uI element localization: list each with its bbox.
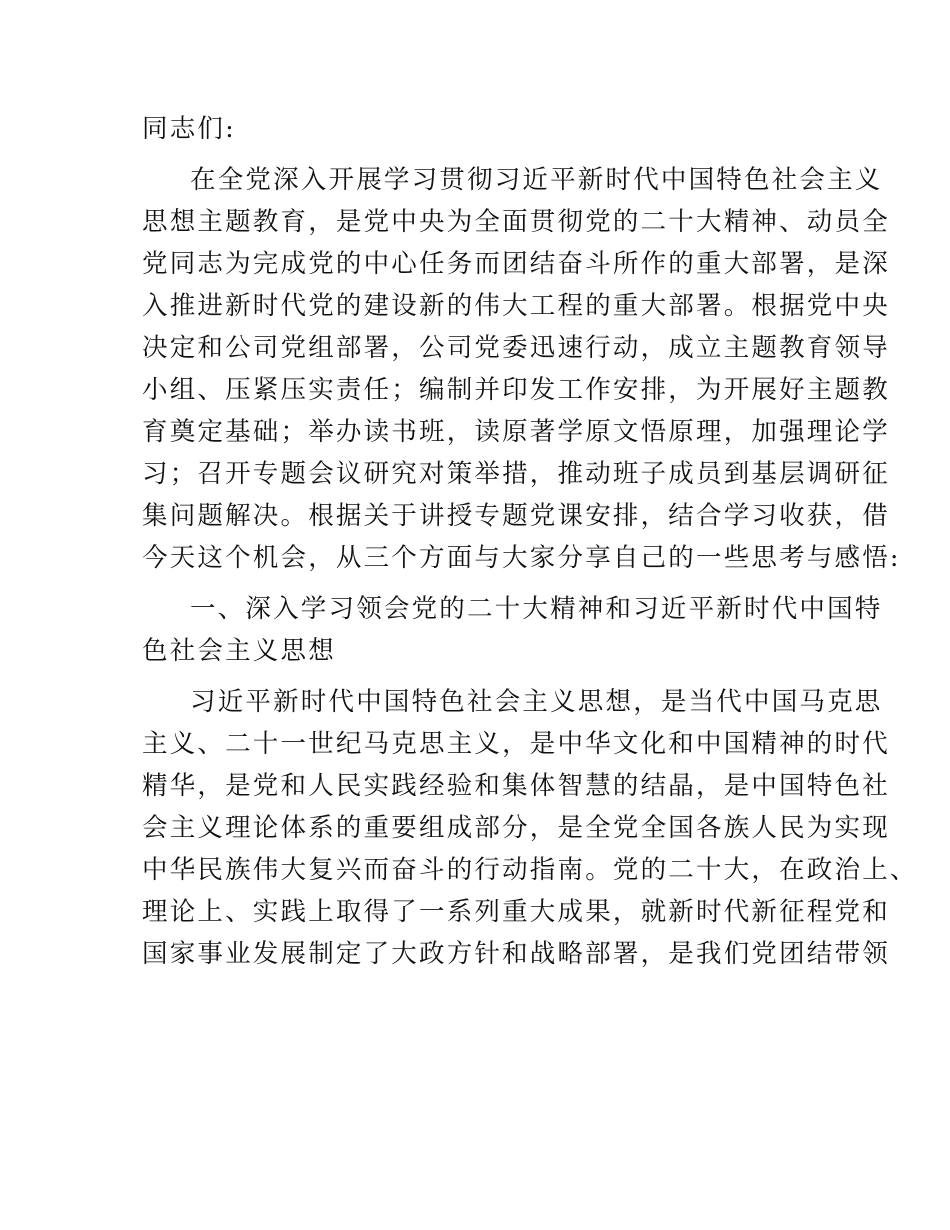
paragraph-line: 国家事业发展制定了大政方针和战略部署，是我们党团结带领	[142, 939, 890, 969]
paragraph-line: 小组、压紧压实责任；编制并印发工作安排，为开展好主题教	[142, 375, 890, 405]
paragraph-line: 会主义理论体系的重要组成部分，是全党全国各族人民为实现	[142, 813, 890, 843]
paragraph-body	[142, 681, 918, 975]
section-heading	[142, 588, 883, 672]
paragraph-spacer	[142, 150, 814, 159]
heading-line: 一、深入学习领会党的二十大精神和习近平新时代中国特	[190, 594, 883, 624]
paragraph-line: 今天这个机会，从三个方面与大家分享自己的一些思考与感悟:	[142, 543, 901, 573]
paragraph-spacer	[142, 579, 814, 588]
paragraph-line: 习；召开专题会议研究对策举措，推动班子成员到基层调研征	[142, 459, 890, 489]
paragraph-line: 思想主题教育，是党中央为全面贯彻党的二十大精神、动员全	[142, 207, 890, 237]
paragraph-line: 育奠定基础；举办读书班，读原著学原文悟原理，加强理论学	[142, 417, 890, 447]
paragraph-line: 入推进新时代党的建设新的伟大工程的重大部署。根据党中央	[142, 291, 890, 321]
paragraph-line: 精华，是党和人民实践经验和集体智慧的结晶，是中国特色社	[142, 771, 890, 801]
paragraph-line: 习近平新时代中国特色社会主义思想，是当代中国马克思	[190, 687, 883, 717]
paragraph-line: 在全党深入开展学习贯彻习近平新时代中国特色社会主义	[190, 165, 883, 195]
paragraph-line: 理论上、实践上取得了一系列重大成果，就新时代新征程党和	[142, 897, 890, 927]
paragraph-line: 主义、二十一世纪马克思主义，是中华文化和中国精神的时代	[142, 729, 890, 759]
paragraph-line: 中华民族伟大复兴而奋斗的行动指南。党的二十大，在政治上、	[142, 855, 918, 885]
paragraph-line: 集问题解决。根据关于讲授专题党课安排，结合学习收获，借	[142, 501, 890, 531]
paragraph-line: 决定和公司党组部署，公司党委迅速行动，成立主题教育领导	[142, 333, 890, 363]
salutation: 同志们:	[142, 114, 236, 144]
paragraph-intro	[142, 159, 901, 579]
document-page	[142, 108, 918, 975]
paragraph-spacer	[142, 672, 814, 681]
heading-line: 色社会主义思想	[142, 636, 336, 666]
paragraph-line: 党同志为完成党的中心任务而团结奋斗所作的重大部署，是深	[142, 249, 890, 279]
